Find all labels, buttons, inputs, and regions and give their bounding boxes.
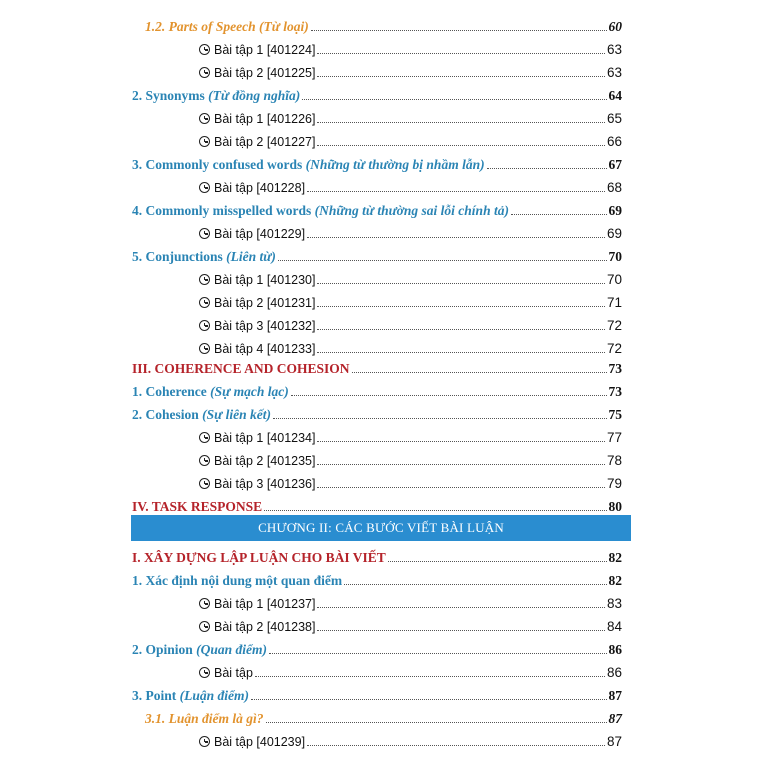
toc-entry-title bbox=[199, 429, 315, 447]
dot-leader bbox=[302, 98, 606, 100]
toc-entry[interactable] bbox=[132, 545, 622, 567]
dot-leader bbox=[317, 351, 604, 353]
toc-entry[interactable] bbox=[199, 471, 622, 493]
toc-entry-label: Bài tập 1 [401230] bbox=[214, 273, 316, 287]
toc-entry-label: Bài tập 1 [401226] bbox=[214, 112, 316, 126]
toc-entry[interactable] bbox=[199, 106, 622, 128]
toc-entry-title bbox=[199, 618, 315, 636]
page-number: 63 bbox=[606, 42, 622, 57]
dot-leader bbox=[307, 190, 605, 192]
toc-entry[interactable] bbox=[199, 290, 622, 312]
toc-entry-label: Bài tập 3 [401236] bbox=[214, 477, 316, 491]
page-number: 73 bbox=[608, 384, 622, 399]
toc-entry[interactable] bbox=[132, 637, 622, 659]
toc-entry-label: Bài tập [401229] bbox=[214, 227, 306, 241]
page-number: 83 bbox=[606, 596, 622, 611]
clock-icon bbox=[199, 667, 210, 678]
toc-entry[interactable] bbox=[132, 244, 622, 266]
toc-entry-label: Bài tập 2 [401235] bbox=[214, 454, 316, 468]
page-number: 70 bbox=[606, 272, 622, 287]
dot-leader bbox=[511, 213, 607, 215]
toc-entry-translation: (Từ loại) bbox=[259, 19, 309, 34]
toc-entry-translation: (Từ đồng nghĩa) bbox=[208, 88, 301, 103]
page-number: 66 bbox=[606, 134, 622, 149]
toc-entry-title bbox=[199, 294, 315, 312]
toc-entry-label: 3.1. Luận điểm là gì? bbox=[145, 711, 264, 726]
toc-entry[interactable] bbox=[145, 14, 622, 36]
dot-leader bbox=[317, 52, 604, 54]
toc-entry[interactable] bbox=[132, 379, 622, 401]
dot-leader bbox=[317, 606, 604, 608]
toc-entry[interactable] bbox=[132, 83, 622, 105]
toc-entry-title bbox=[145, 18, 309, 36]
dot-leader bbox=[255, 675, 605, 677]
page-number: 67 bbox=[608, 157, 622, 172]
toc-entry-title bbox=[132, 641, 267, 659]
toc-entry-label: I. XÂY DỰNG LẬP LUẬN CHO BÀI VIẾT bbox=[132, 550, 386, 565]
page-number: 64 bbox=[608, 88, 622, 103]
toc-entry-label: III. COHERENCE AND COHESION bbox=[132, 361, 350, 376]
dot-leader bbox=[388, 560, 607, 562]
clock-icon bbox=[199, 274, 210, 285]
toc-entry-title bbox=[199, 225, 305, 243]
clock-icon bbox=[199, 736, 210, 747]
page-number: 72 bbox=[606, 341, 622, 356]
dot-leader bbox=[317, 144, 604, 146]
toc-entry[interactable] bbox=[199, 336, 622, 358]
dot-leader bbox=[307, 236, 605, 238]
toc-entry-translation: (Quan điểm) bbox=[196, 642, 268, 657]
toc-entry-label: 4. Commonly misspelled words bbox=[132, 203, 312, 218]
toc-entry-title bbox=[132, 549, 386, 567]
toc-entry-label: Bài tập 2 [401227] bbox=[214, 135, 316, 149]
toc-entry-translation: (Sự liên kết) bbox=[202, 407, 271, 422]
toc-entry-title bbox=[132, 87, 300, 105]
clock-icon bbox=[199, 297, 210, 308]
dot-leader bbox=[251, 698, 606, 700]
toc-entry-title bbox=[199, 452, 315, 470]
toc-entry-title bbox=[132, 406, 271, 424]
toc-entry-translation: (Liên từ) bbox=[226, 249, 276, 264]
toc-entry-label: 5. Conjunctions bbox=[132, 249, 223, 264]
clock-icon bbox=[199, 182, 210, 193]
dot-leader bbox=[278, 259, 607, 261]
toc-entry-label: Bài tập 1 [401234] bbox=[214, 431, 316, 445]
toc-entry-label: 2. Opinion bbox=[132, 642, 193, 657]
dot-leader bbox=[317, 629, 604, 631]
toc-entry-title bbox=[199, 664, 253, 682]
toc-entry-label: Bài tập 3 [401232] bbox=[214, 319, 316, 333]
toc-entry[interactable] bbox=[132, 683, 622, 705]
toc-entry-label: Bài tập bbox=[214, 666, 253, 680]
toc-entry-label: 3. Point bbox=[132, 688, 177, 703]
page-number: 80 bbox=[608, 499, 622, 514]
toc-entry-title bbox=[132, 498, 262, 516]
toc-entry[interactable] bbox=[145, 706, 622, 728]
page-number: 78 bbox=[606, 453, 622, 468]
page-number: 86 bbox=[606, 665, 622, 680]
page-number: 70 bbox=[608, 249, 622, 264]
toc-entry[interactable] bbox=[199, 614, 622, 636]
toc-entry-title bbox=[199, 133, 315, 151]
toc-entry-title bbox=[199, 271, 315, 289]
clock-icon bbox=[199, 432, 210, 443]
toc-entry-title bbox=[199, 317, 315, 335]
toc-entry-title bbox=[199, 595, 315, 613]
page-number: 86 bbox=[608, 642, 622, 657]
toc-entry[interactable] bbox=[199, 313, 622, 335]
toc-entry-title bbox=[199, 179, 305, 197]
toc-entry[interactable] bbox=[199, 129, 622, 151]
toc-entry-label: 3. Commonly confused words bbox=[132, 157, 303, 172]
dot-leader bbox=[352, 371, 607, 373]
toc-entry-label: 1.2. Parts of Speech bbox=[145, 19, 256, 34]
toc-entry[interactable] bbox=[199, 221, 622, 243]
page-number: 65 bbox=[606, 111, 622, 126]
chapter-title: CHƯƠNG II: CÁC BƯỚC VIẾT BÀI LUẬN bbox=[258, 520, 504, 535]
toc-entry-label: 2. Synonyms bbox=[132, 88, 205, 103]
dot-leader bbox=[487, 167, 607, 169]
dot-leader bbox=[317, 121, 604, 123]
clock-icon bbox=[199, 67, 210, 78]
dot-leader bbox=[273, 417, 607, 419]
page-number: 79 bbox=[606, 476, 622, 491]
dot-leader bbox=[317, 328, 604, 330]
dot-leader bbox=[317, 486, 604, 488]
page-number: 87 bbox=[606, 734, 622, 749]
toc-entry-title bbox=[145, 710, 264, 728]
dot-leader bbox=[291, 394, 607, 396]
page-number: 72 bbox=[606, 318, 622, 333]
page-number: 82 bbox=[608, 573, 622, 588]
toc-entry-translation: (Luận điểm) bbox=[179, 688, 250, 703]
toc-entry[interactable] bbox=[132, 198, 622, 220]
toc-entry[interactable] bbox=[199, 37, 622, 59]
dot-leader bbox=[307, 744, 605, 746]
toc-entry[interactable] bbox=[132, 356, 622, 378]
toc-entry-label: Bài tập [401228] bbox=[214, 181, 306, 195]
toc-entry[interactable] bbox=[199, 175, 622, 197]
page-number: 63 bbox=[606, 65, 622, 80]
toc-entry[interactable] bbox=[199, 60, 622, 82]
toc-entry-label: Bài tập 1 [401237] bbox=[214, 597, 316, 611]
clock-icon bbox=[199, 113, 210, 124]
toc-entry-translation: (Sự mạch lạc) bbox=[210, 384, 289, 399]
toc-entry[interactable] bbox=[132, 402, 622, 424]
toc-entry[interactable] bbox=[199, 729, 622, 751]
toc-entry[interactable] bbox=[199, 448, 622, 470]
toc-entry-title bbox=[132, 248, 276, 266]
dot-leader bbox=[317, 282, 604, 284]
toc-entry-label: Bài tập 4 [401233] bbox=[214, 342, 316, 356]
toc-entry[interactable] bbox=[132, 568, 622, 590]
dot-leader bbox=[317, 75, 604, 77]
clock-icon bbox=[199, 478, 210, 489]
dot-leader bbox=[269, 652, 606, 654]
toc-entry[interactable] bbox=[199, 425, 622, 447]
toc-entry-label: IV. TASK RESPONSE bbox=[132, 499, 263, 514]
clock-icon bbox=[199, 598, 210, 609]
dot-leader bbox=[344, 583, 606, 585]
page-number: 68 bbox=[606, 180, 622, 195]
toc-entry-translation: (Những từ thường sai lỗi chính tả) bbox=[314, 203, 509, 218]
toc-entry-title bbox=[199, 41, 315, 59]
page-number: 82 bbox=[608, 550, 622, 565]
page-number: 60 bbox=[608, 19, 622, 34]
dot-leader bbox=[317, 440, 604, 442]
clock-icon bbox=[199, 343, 210, 354]
toc-entry-label: 1. Coherence bbox=[132, 384, 207, 399]
page-number: 87 bbox=[608, 688, 622, 703]
page-number: 75 bbox=[608, 407, 622, 422]
toc-entry-title bbox=[132, 687, 249, 705]
page-number: 71 bbox=[606, 295, 622, 310]
page-number: 87 bbox=[608, 711, 622, 726]
toc-entry[interactable] bbox=[199, 660, 622, 682]
toc-entry[interactable] bbox=[132, 152, 622, 174]
page-number: 84 bbox=[606, 619, 622, 634]
toc-entry-title bbox=[199, 64, 315, 82]
clock-icon bbox=[199, 621, 210, 632]
dot-leader bbox=[266, 721, 607, 723]
clock-icon bbox=[199, 44, 210, 55]
toc-entry-label: 2. Cohesion bbox=[132, 407, 199, 422]
clock-icon bbox=[199, 228, 210, 239]
dot-leader bbox=[311, 29, 607, 31]
chapter-banner bbox=[131, 515, 631, 541]
toc-entry[interactable] bbox=[199, 267, 622, 289]
toc-entry[interactable] bbox=[132, 494, 622, 516]
clock-icon bbox=[199, 455, 210, 466]
toc-entry-title bbox=[132, 360, 350, 378]
toc-entry-title bbox=[132, 156, 485, 174]
toc-entry-title bbox=[199, 733, 305, 751]
toc-entry-title bbox=[199, 475, 315, 493]
dot-leader bbox=[264, 509, 606, 511]
toc-entry-title bbox=[199, 110, 315, 128]
page-number: 69 bbox=[606, 226, 622, 241]
page-number: 69 bbox=[608, 203, 622, 218]
toc-entry-title bbox=[132, 202, 509, 220]
dot-leader bbox=[317, 305, 604, 307]
page-number: 77 bbox=[606, 430, 622, 445]
toc-entry-label: Bài tập 2 [401238] bbox=[214, 620, 316, 634]
toc-entry-title bbox=[132, 383, 289, 401]
toc-entry-label: Bài tập 1 [401224] bbox=[214, 43, 316, 57]
clock-icon bbox=[199, 320, 210, 331]
toc-entry-label: Bài tập 2 [401225] bbox=[214, 66, 316, 80]
toc-entry-label: Bài tập [401239] bbox=[214, 735, 306, 749]
toc-entry-title bbox=[132, 572, 342, 590]
toc-entry-translation: (Những từ thường bị nhầm lẫn) bbox=[305, 157, 485, 172]
dot-leader bbox=[317, 463, 604, 465]
page-number: 73 bbox=[608, 361, 622, 376]
toc-entry[interactable] bbox=[199, 591, 622, 613]
toc-entry-label: 1. Xác định nội dung một quan điểm bbox=[132, 573, 343, 588]
clock-icon bbox=[199, 136, 210, 147]
toc-entry-label: Bài tập 2 [401231] bbox=[214, 296, 316, 310]
